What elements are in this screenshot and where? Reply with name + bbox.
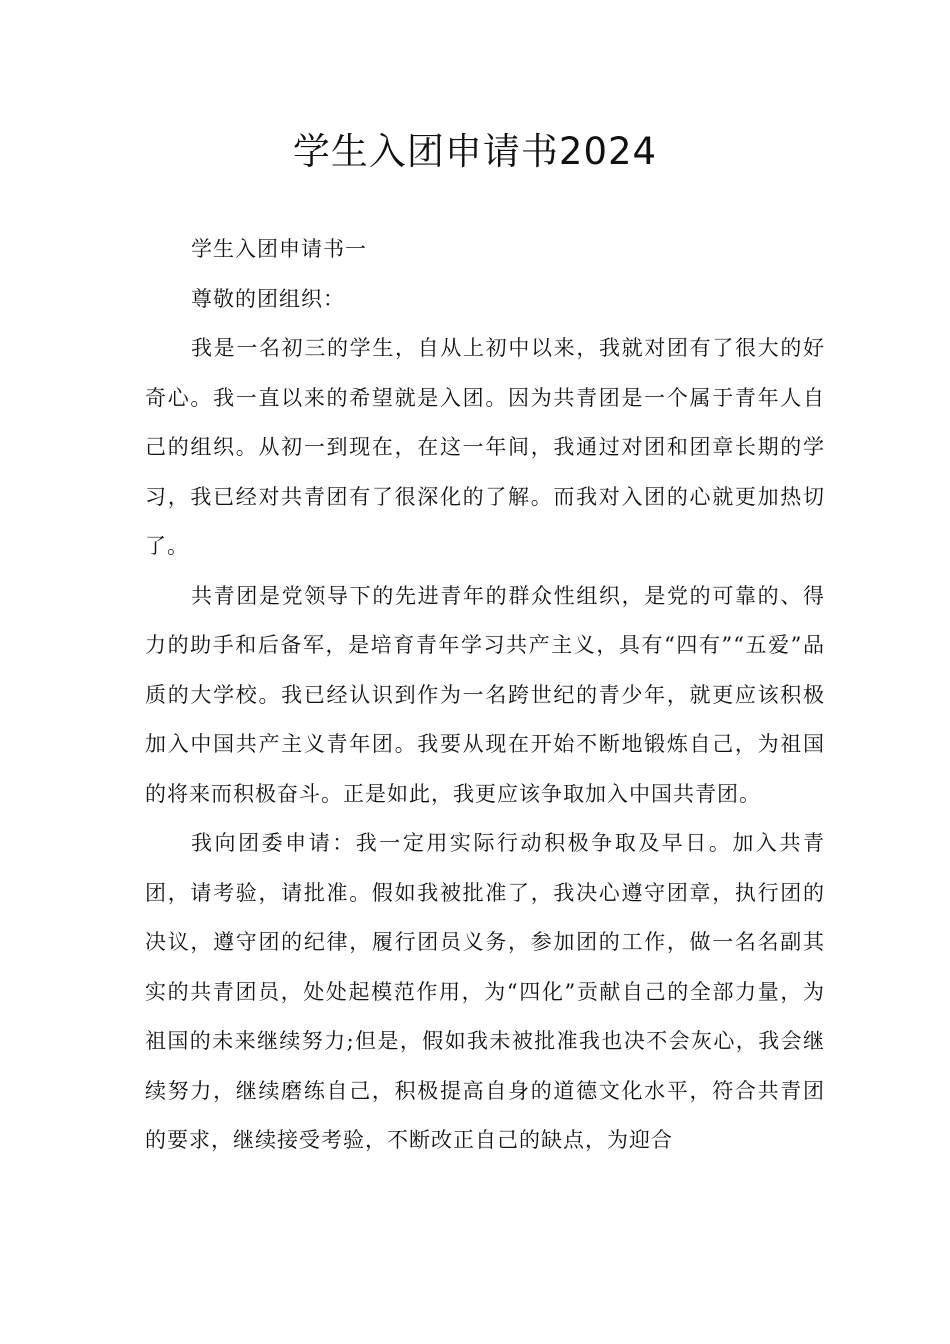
paragraph-application: 我向团委申请：我一定用实际行动积极争取及早日。加入共青团，请考验，请批准。假如我被批准了，我决心遵守团章，执行团的决议，遵守团的纪律，履行团员义务，参加团的工作，做一名名副其实的共青团员，处处起模范作用，为“四化”贡献自己的全部力量，为祖国的未来继续努力;但是，假如我未被批准我也决不会灰心，我会继续努力，继续磨练自己，积极提高自身的道德文化水平，符合共青团的要求，继续接受考验，不断改正自己的缺点，为迎合 (145, 831, 825, 1152)
paragraph-intro: 我是一名初三的学生，自从上初中以来，我就对团有了很大的好奇心。我一直以来的希望就是入团。因为共青团是一个属于青年人自己的组织。从初一到现在，在这一年间，我通过对团和团章长期的学习，我已经对共青团有了很深化的了解。而我对入团的心就更加热切了。 (145, 336, 825, 558)
document-title: 学生入团申请书2024 (292, 130, 658, 173)
paragraph-salutation: 尊敬的团组织： (191, 286, 345, 311)
document-body (145, 225, 825, 1166)
paragraph-league-description: 共青团是党领导下的先进青年的群众性组织，是党的可靠的、得力的助手和后备军，是培育青年学习共产主义，具有“四有”“五爱”品质的大学校。我已经认识到作为一名跨世纪的青少年，就更应该积极加入中国共产主义青年团。我要从现在开始不断地锻炼自己，为祖国的将来而积极奋斗。正是如此，我更应该争取加入中国共青团。 (145, 583, 825, 806)
paragraph-subtitle: 学生入团申请书一 (191, 237, 367, 261)
